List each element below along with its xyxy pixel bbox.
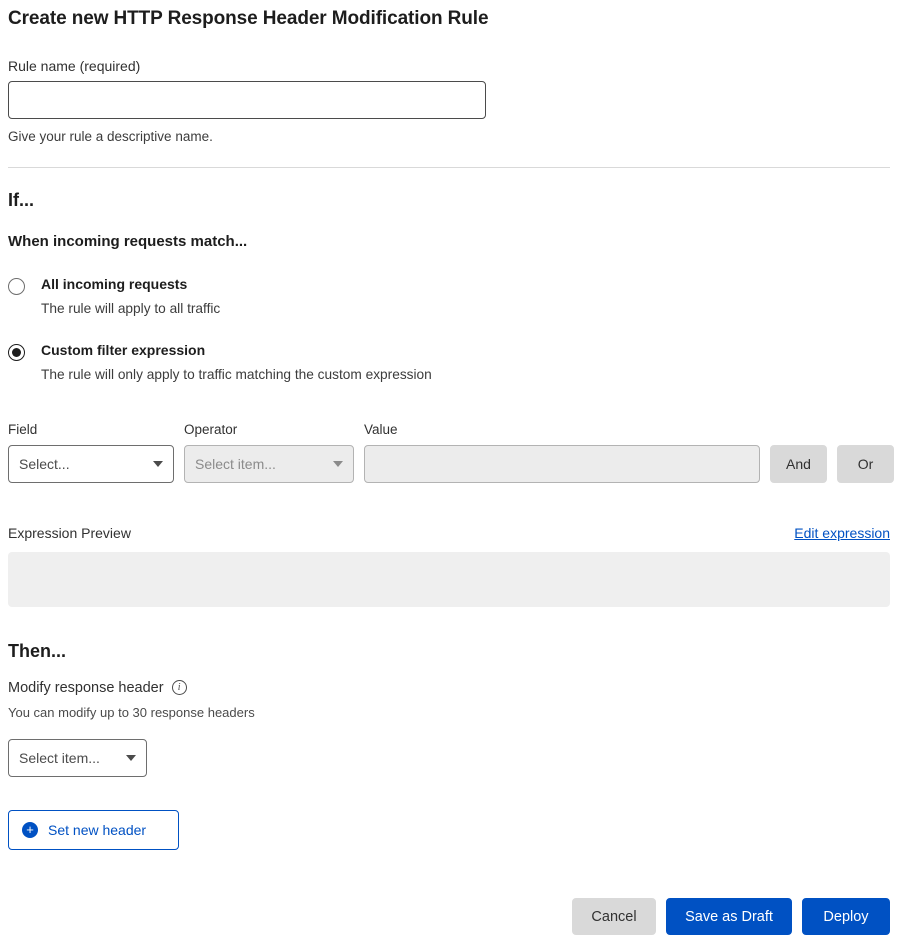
if-section-heading: If... xyxy=(8,190,34,210)
radio-all-requests-indicator[interactable] xyxy=(8,278,25,295)
deploy-button[interactable]: Deploy xyxy=(802,898,890,935)
radio-custom-filter-title: Custom filter expression xyxy=(41,341,206,358)
modify-response-header-row xyxy=(8,680,890,696)
edit-expression-link[interactable]: Edit expression xyxy=(794,524,890,541)
section-divider xyxy=(8,167,890,168)
radio-all-requests-description: The rule will apply to all traffic xyxy=(41,300,221,316)
response-header-action-value: Select item... xyxy=(19,749,100,766)
page-title: Create new HTTP Response Header Modification Rule xyxy=(8,8,489,29)
radio-all-requests-title: All incoming requests xyxy=(41,276,188,292)
save-as-draft-button[interactable]: Save as Draft xyxy=(666,898,792,935)
chevron-down-icon xyxy=(333,461,343,467)
field-select-value: Select... xyxy=(19,455,70,472)
field-label: Field xyxy=(8,421,38,437)
value-label: Value xyxy=(364,421,398,437)
chevron-down-icon xyxy=(126,755,136,761)
info-icon[interactable]: i xyxy=(172,680,187,695)
response-header-action-select[interactable] xyxy=(8,739,147,777)
expression-preview-box xyxy=(8,552,890,607)
cancel-button[interactable]: Cancel xyxy=(572,898,656,935)
expression-preview-header xyxy=(8,525,890,541)
if-section-subheading: When incoming requests match... xyxy=(8,233,248,250)
rule-name-label: Rule name (required) xyxy=(8,58,141,74)
operator-select-value: Select item... xyxy=(195,455,276,472)
expression-preview-label: Expression Preview xyxy=(8,524,131,541)
rule-name-helper: Give your rule a descriptive name. xyxy=(8,129,213,144)
set-new-header-button[interactable] xyxy=(8,810,179,850)
filter-expression-builder xyxy=(8,422,890,483)
radio-custom-filter-description: The rule will only apply to traffic matching the custom expression xyxy=(41,366,432,382)
operator-select[interactable] xyxy=(184,445,354,483)
radio-option-all-requests[interactable] xyxy=(8,276,890,316)
operator-label: Operator xyxy=(184,421,238,437)
and-button[interactable]: And xyxy=(770,445,827,483)
modify-response-header-label: Modify response header xyxy=(8,679,164,696)
value-input[interactable] xyxy=(364,445,760,483)
field-select[interactable] xyxy=(8,445,174,483)
radio-option-custom-filter[interactable] xyxy=(8,342,890,382)
plus-circle-icon: + xyxy=(22,822,38,838)
set-new-header-label: Set new header xyxy=(48,821,147,838)
header-limit-text: You can modify up to 30 response headers xyxy=(8,704,255,720)
then-section-heading: Then... xyxy=(8,640,66,661)
footer-actions xyxy=(572,898,890,935)
radio-custom-filter-indicator[interactable] xyxy=(8,344,25,361)
or-button[interactable]: Or xyxy=(837,445,894,483)
rule-name-input[interactable] xyxy=(8,81,486,119)
chevron-down-icon xyxy=(153,461,163,467)
